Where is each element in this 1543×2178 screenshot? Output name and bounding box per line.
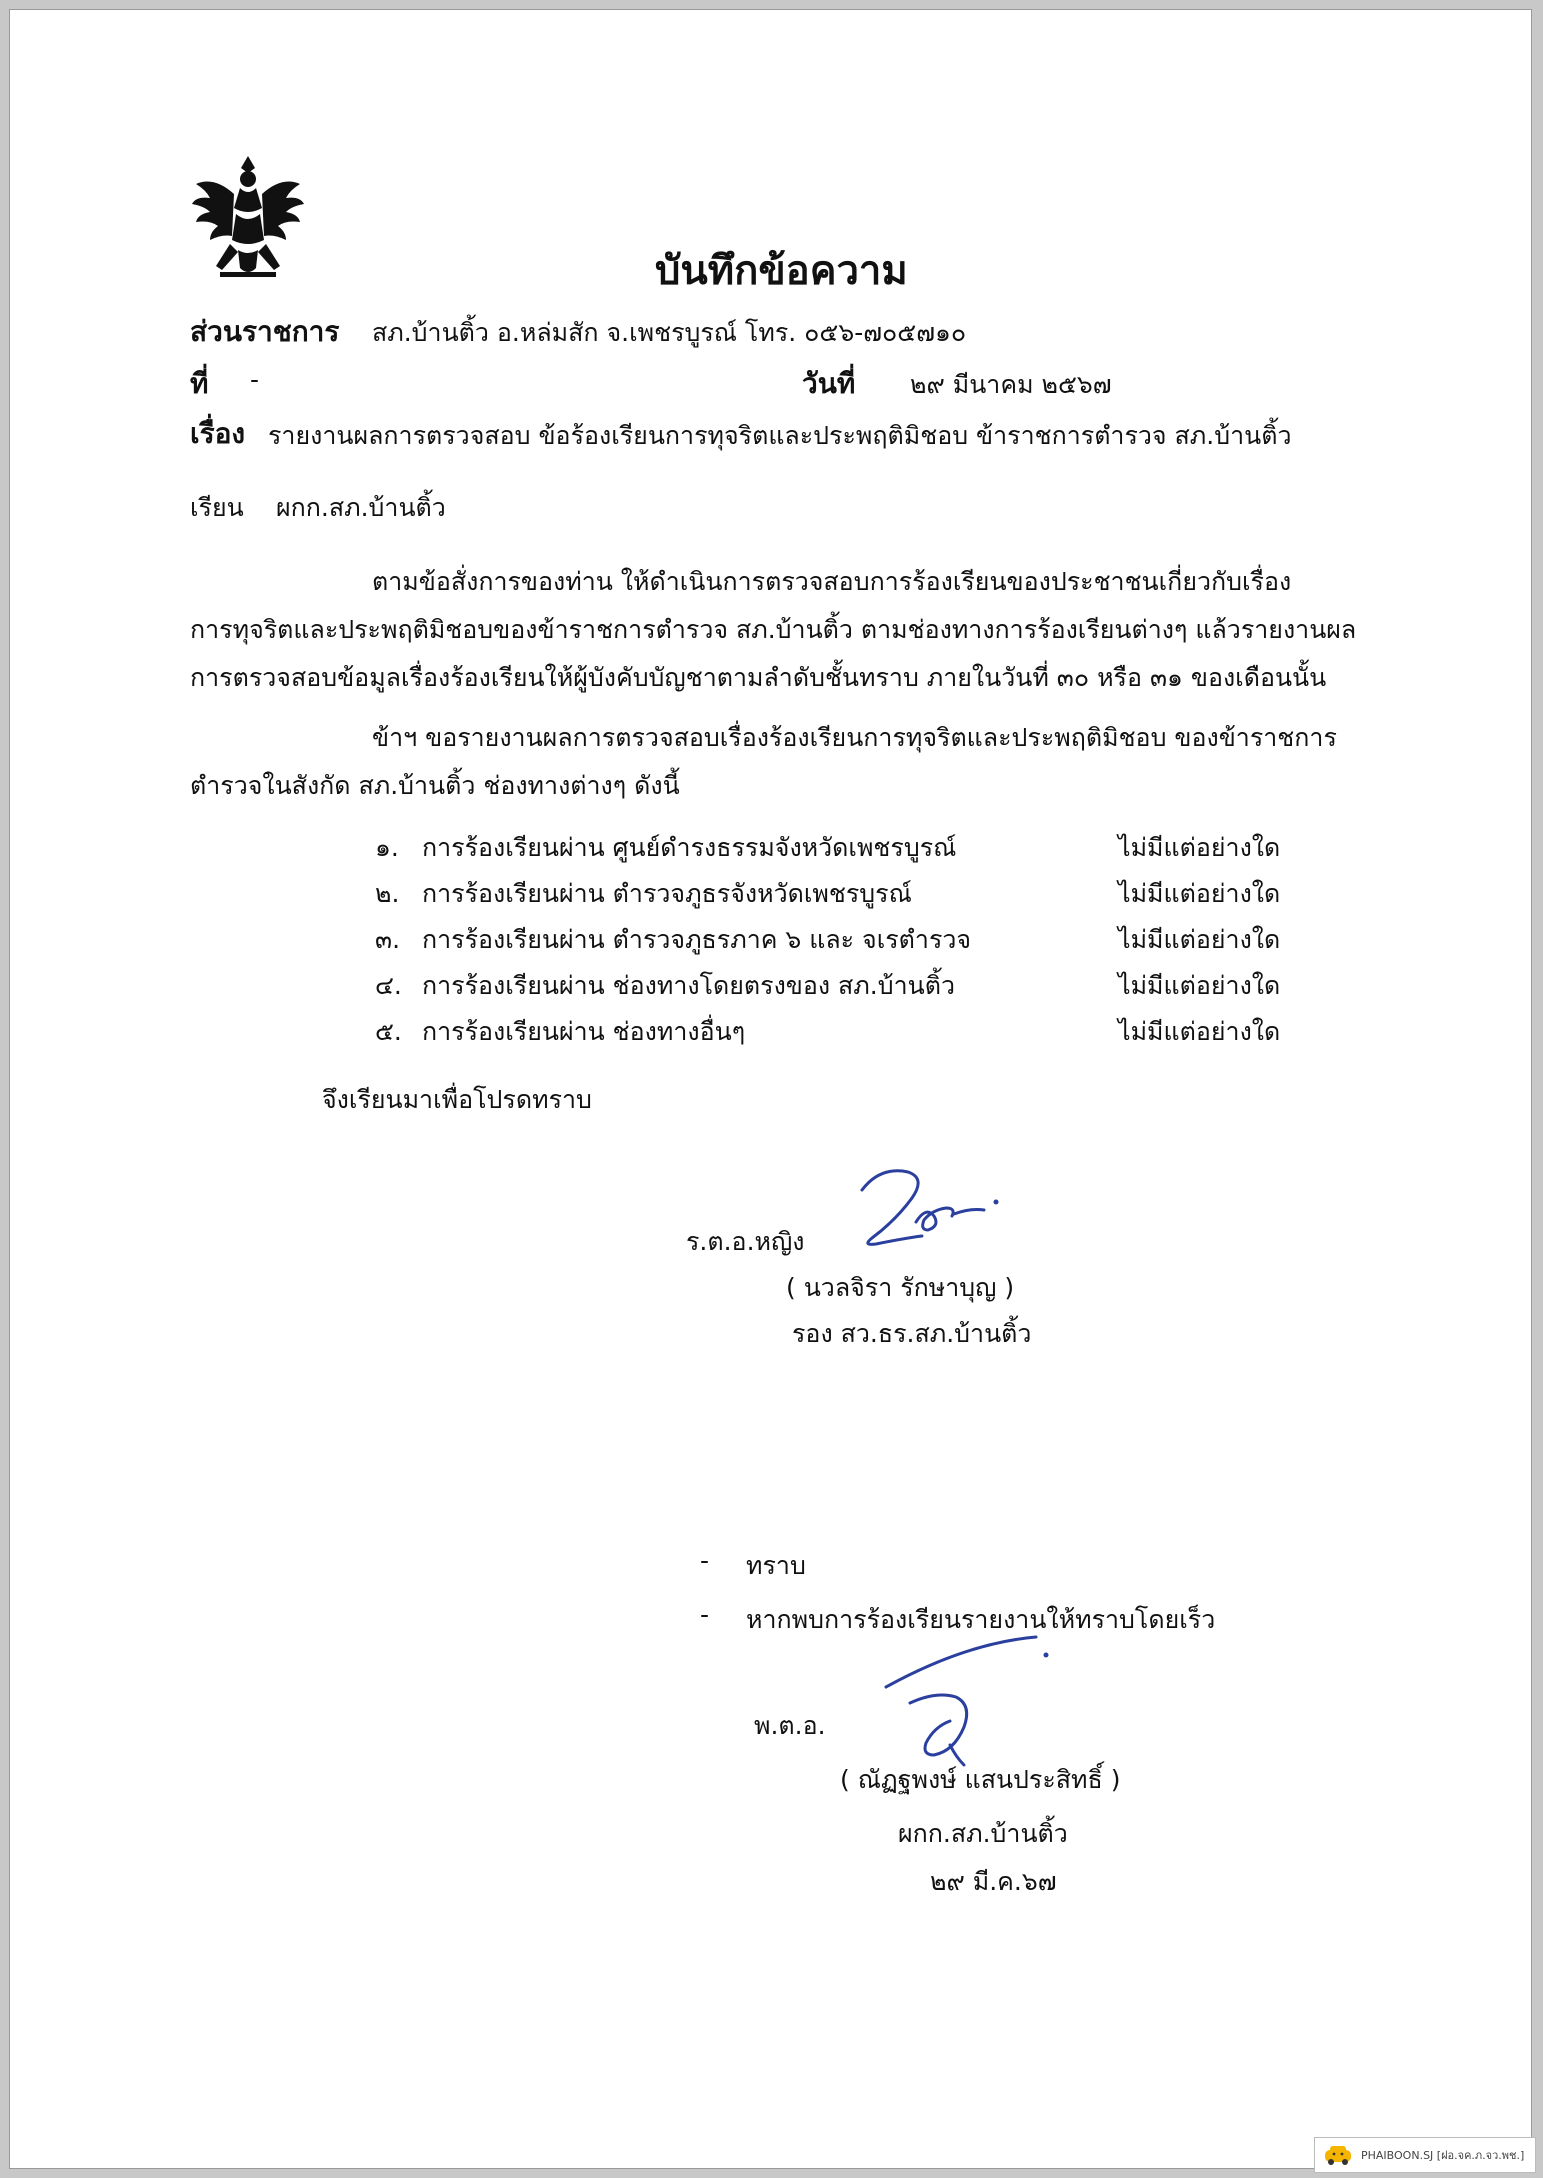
order-text: ทราบ — [746, 1551, 806, 1580]
list-item-text: การร้องเรียนผ่าน ตำรวจภูธรจังหวัดเพชรบูรณ์ — [422, 879, 912, 908]
list-item-text: การร้องเรียนผ่าน ตำรวจภูธรภาค ๖ และ จเรตำรวจ — [422, 925, 972, 954]
org-label: ส่วนราชการ — [190, 315, 340, 348]
para2-line-2: ตำรวจในสังกัด สภ.บ้านติ้ว ช่องทางต่างๆ ดังนี้ — [190, 771, 680, 800]
signature-1-icon — [850, 1160, 1020, 1260]
signer1-position: รอง สว.ธร.สภ.บ้านติ้ว — [792, 1319, 1032, 1348]
list-item-result: ไม่มีแต่อย่างใด — [1118, 925, 1281, 954]
signer2-date: ๒๙ มี.ค.๖๗ — [930, 1867, 1057, 1896]
list-item-text: การร้องเรียนผ่าน ศูนย์ดำรงธรรมจังหวัดเพชรบูรณ์ — [422, 833, 957, 862]
list-item-text: การร้องเรียนผ่าน ช่องทางอื่นๆ — [422, 1017, 746, 1046]
order-dash: - — [700, 1546, 710, 1575]
subject-value: รายงานผลการตรวจสอบ ข้อร้องเรียนการทุจริตและประพฤติมิชอบ ข้าราชการตำรวจ สภ.บ้านติ้ว — [268, 421, 1292, 450]
list-item-number: ๔. — [375, 971, 402, 1000]
watermark-text: PHAIBOON.SJ [ฝอ.จค.ภ.จว.พช.] — [1361, 2149, 1525, 2162]
signer1-name: ( นวลจิรา รักษาบุญ ) — [786, 1273, 1015, 1302]
date-value: ๒๙ มีนาคม ๒๕๖๗ — [910, 370, 1112, 399]
list-item-number: ๕. — [375, 1017, 402, 1046]
list-item-text: การร้องเรียนผ่าน ช่องทางโดยตรงของ สภ.บ้านติ้ว — [422, 971, 955, 1000]
closing-text: จึงเรียนมาเพื่อโปรดทราบ — [322, 1085, 592, 1114]
org-value: สภ.บ้านติ้ว อ.หล่มสัก จ.เพชรบูรณ์ โทร. ๐๕๖-๗๐๕๗๑๐ — [372, 318, 967, 347]
list-item-number: ๑. — [375, 833, 399, 862]
para2-line-1: ข้าฯ ขอรายงานผลการตรวจสอบเรื่องร้องเรียนการทุจริตและประพฤติมิชอบ ของข้าราชการ — [372, 723, 1337, 752]
list-item-number: ๒. — [375, 879, 400, 908]
para1-line-3: การตรวจสอบข้อมูลเรื่องร้องเรียนให้ผู้บังคับบัญชาตามลำดับชั้นทราบ ภายในวันที่ ๓๐ หรือ ๓๑ ของเดือนนั้น — [190, 663, 1327, 692]
list-item-number: ๓. — [375, 925, 401, 954]
signature-2-icon — [880, 1625, 1070, 1775]
list-item-result: ไม่มีแต่อย่างใด — [1118, 1017, 1281, 1046]
signer2-name: ( ณัฏฐพงษ์ แสนประสิทธิ์ ) — [840, 1765, 1121, 1794]
subject-label: เรื่อง — [190, 417, 246, 450]
watermark — [1315, 2138, 1535, 2172]
ref-value: - — [250, 365, 260, 394]
signer2-rank: พ.ต.อ. — [754, 1711, 826, 1740]
order-dash: - — [700, 1600, 710, 1629]
garuda-emblem-icon — [190, 152, 306, 284]
para1-line-1: ตามข้อสั่งการของท่าน ให้ดำเนินการตรวจสอบการร้องเรียนของประชาชนเกี่ยวกับเรื่อง — [372, 567, 1292, 596]
list-item-result: ไม่มีแต่อย่างใด — [1118, 879, 1281, 908]
page-title: บันทึกข้อความ — [655, 248, 908, 294]
signer1-rank: ร.ต.อ.หญิง — [686, 1227, 805, 1256]
signer2-position: ผกก.สภ.บ้านติ้ว — [898, 1819, 1068, 1848]
para1-line-2: การทุจริตและประพฤติมิชอบของข้าราชการตำรวจ สภ.บ้านติ้ว ตามช่องทางการร้องเรียนต่างๆ แล้วรายงานผล — [190, 615, 1357, 644]
order-text: หากพบการร้องเรียนรายงานให้ทราบโดยเร็ว — [746, 1605, 1216, 1634]
date-label: วันที่ — [802, 367, 856, 400]
ref-label: ที่ — [190, 367, 209, 400]
to-value: ผกก.สภ.บ้านติ้ว — [276, 493, 446, 522]
document-page — [10, 10, 1531, 2168]
list-item-result: ไม่มีแต่อย่างใด — [1118, 833, 1281, 862]
list-item-result: ไม่มีแต่อย่างใด — [1118, 971, 1281, 1000]
car-logo-icon — [1323, 2144, 1353, 2166]
to-label: เรียน — [190, 493, 244, 522]
